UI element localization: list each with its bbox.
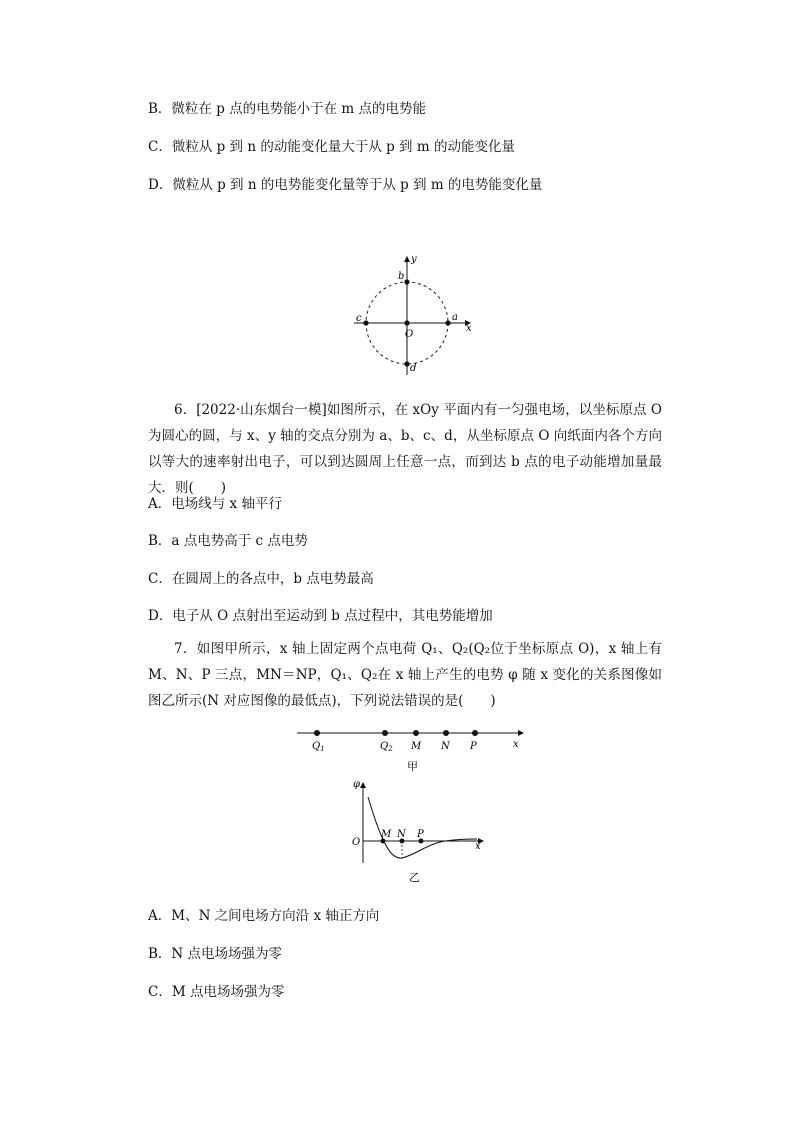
point-m bbox=[413, 730, 419, 736]
q5-option-b: B．微粒在 p 点的电势能小于在 m 点的电势能 bbox=[148, 101, 427, 117]
point-d bbox=[404, 361, 409, 366]
q7-option-b: B．N 点电场场强为零 bbox=[148, 946, 283, 962]
label-m-yi: M bbox=[381, 829, 392, 840]
label-d: d bbox=[410, 363, 417, 374]
label-n-yi: N bbox=[397, 829, 406, 840]
label-q2-sub: 2 bbox=[388, 745, 393, 753]
q7-option-c: C．M 点电场场强为零 bbox=[148, 984, 285, 1000]
label-a: a bbox=[452, 312, 458, 323]
point-c bbox=[363, 320, 368, 325]
caption-yi: 乙 bbox=[409, 871, 420, 884]
label-x-jia: x bbox=[513, 739, 519, 750]
svg-text:Q2 bbox=[380, 741, 393, 753]
point-origin bbox=[404, 320, 409, 325]
q6-option-d: D．电子从 O 点射出至运动到 b 点过程中，其电势能增加 bbox=[148, 608, 493, 624]
point-b bbox=[404, 279, 409, 284]
point-n bbox=[443, 730, 449, 736]
q5-option-c: C．微粒从 p 到 n 的动能变化量大于从 p 到 m 的动能变化量 bbox=[148, 139, 515, 155]
q7-option-a: A．M、N 之间电场方向沿 x 轴正方向 bbox=[148, 908, 380, 924]
q7-stem: 7．如图甲所示，x 轴上固定两个点电荷 Q₁、Q₂(Q₂位于坐标原点 O)，x 轴上有 M、N、P 三点，MN＝NP，Q₁、Q₂在 x 轴上产生的电势 φ 随 x 变化的关系图像如图乙所示(N 对应图像的最低点)，下列说法错误的是( ) bbox=[148, 641, 662, 709]
label-o: O bbox=[405, 329, 414, 340]
label-o-yi: O bbox=[352, 837, 361, 848]
q5-option-d: D．微粒从 p 到 n 的电势能变化量等于从 p 到 m 的电势能变化量 bbox=[148, 177, 543, 193]
caption-jia: 甲 bbox=[407, 760, 418, 773]
q6-option-b: B．a 点电势高于 c 点电势 bbox=[148, 533, 308, 549]
label-m-jia: M bbox=[411, 741, 422, 752]
circle-figure bbox=[330, 245, 490, 380]
label-y: y bbox=[411, 254, 417, 265]
label-x-yi: x bbox=[475, 841, 481, 852]
charge-q1 bbox=[314, 730, 320, 736]
label-x: x bbox=[466, 323, 472, 334]
label-c: c bbox=[356, 313, 362, 324]
label-b: b bbox=[398, 271, 405, 282]
label-q1-sub: 1 bbox=[320, 745, 325, 753]
label-phi: φ bbox=[353, 779, 361, 790]
label-q2: Q bbox=[380, 741, 389, 752]
charge-q2 bbox=[382, 730, 388, 736]
point-p bbox=[472, 730, 478, 736]
label-n-jia: N bbox=[441, 741, 450, 752]
point-a bbox=[445, 320, 450, 325]
figure-yi bbox=[345, 775, 490, 887]
svg-text:Q1 bbox=[312, 741, 325, 753]
q6-option-c: C．在圆周上的各点中，b 点电势最高 bbox=[148, 571, 374, 587]
figure-jia bbox=[295, 722, 530, 774]
label-p-jia: P bbox=[470, 741, 477, 752]
label-q1: Q bbox=[312, 741, 321, 752]
q6-option-a: A．电场线与 x 轴平行 bbox=[148, 496, 282, 512]
q6-stem: 6．[2022·山东烟台一模]如图所示，在 xOy 平面内有一匀强电场，以坐标原点 O 为圆心的圆，与 x、y 轴的交点分别为 a、b、c、d，从坐标原点 O 向纸面内各个方向以等大的速率射出电子，可以到达圆周上任意一点，而到达 b 点的电子动能增加量最大．则( ) bbox=[148, 402, 662, 496]
phi-curve bbox=[368, 797, 477, 858]
label-p-yi: P bbox=[417, 829, 424, 840]
